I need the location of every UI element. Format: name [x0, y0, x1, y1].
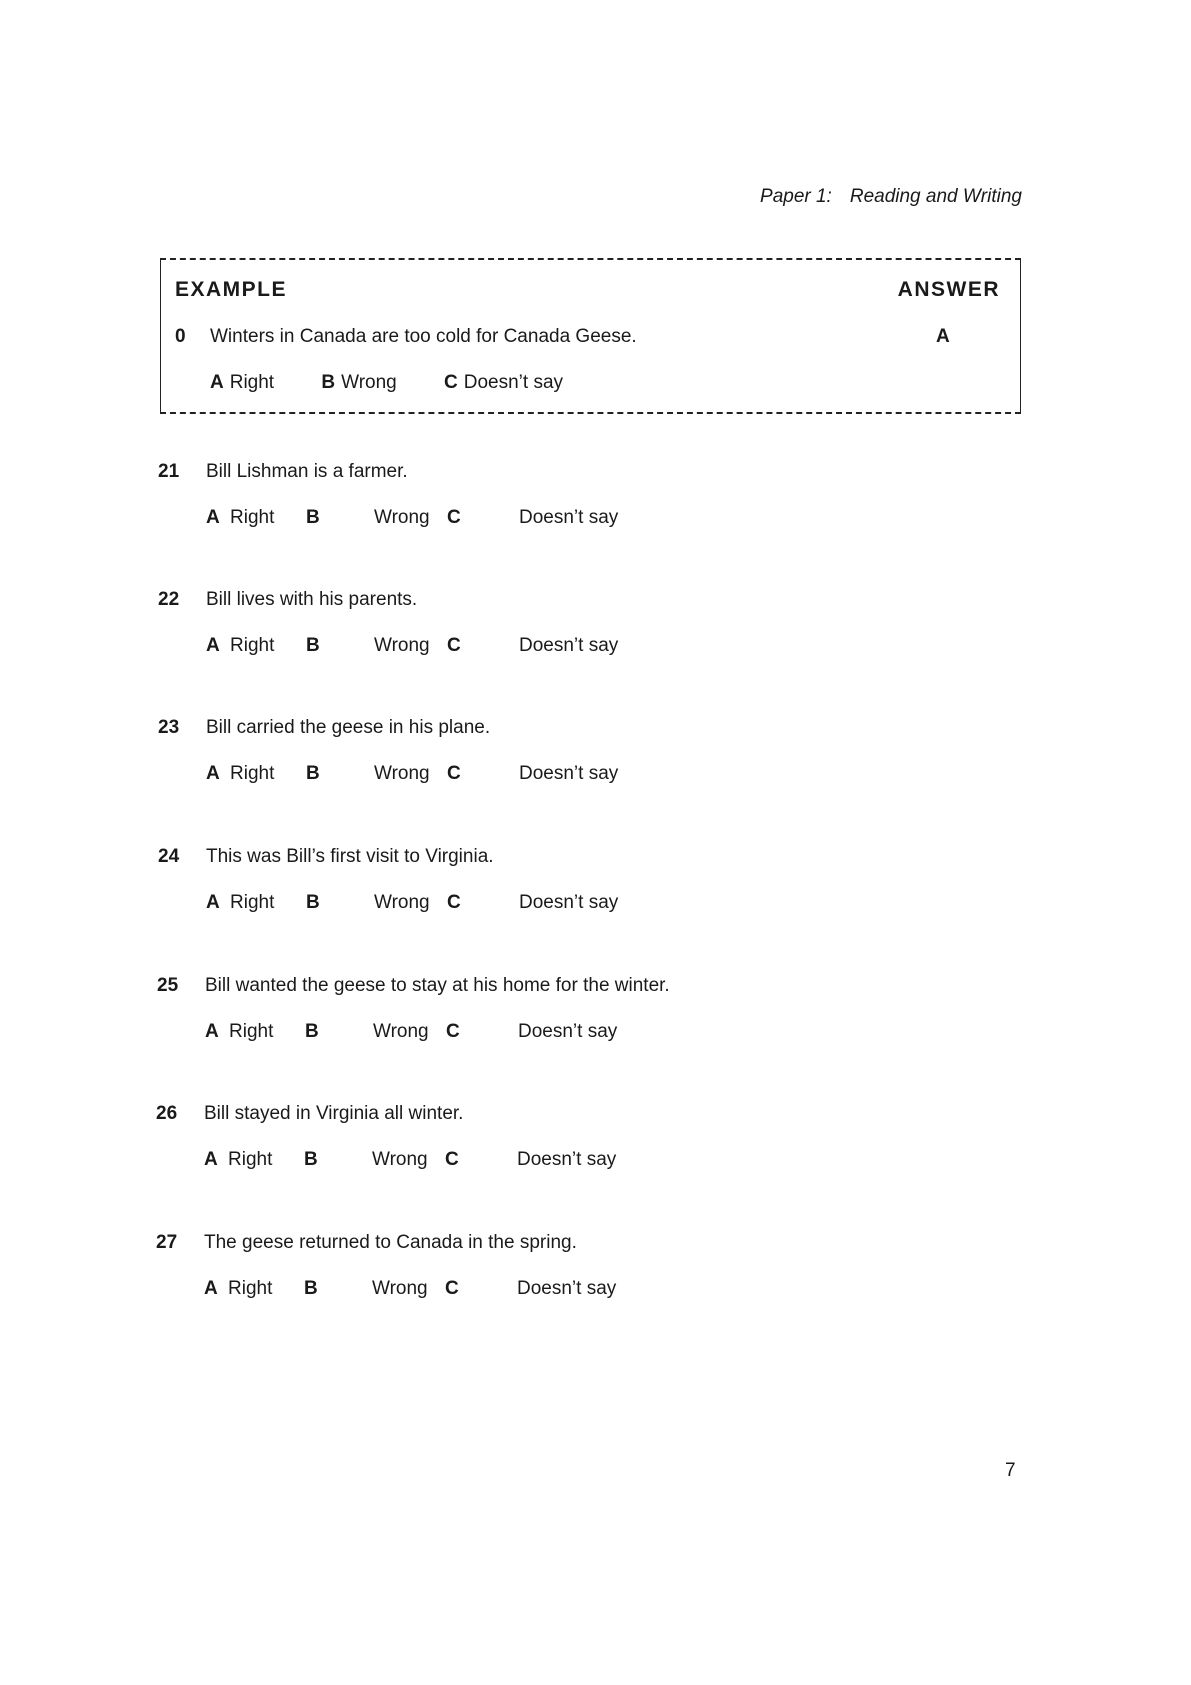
question-options [206, 763, 686, 787]
option-a-letter[interactable]: A [206, 635, 220, 656]
option-a-text[interactable]: Right [230, 507, 275, 528]
question-21 [158, 461, 858, 551]
option-b-letter[interactable]: B [305, 1021, 319, 1042]
option-b-text[interactable]: Wrong [374, 763, 430, 784]
option-b-text[interactable]: Wrong [372, 1278, 428, 1299]
option-b-letter[interactable]: B [304, 1278, 318, 1299]
question-27 [156, 1232, 856, 1322]
page-header [700, 186, 1022, 208]
example-heading: EXAMPLE [175, 278, 288, 301]
option-a-text[interactable]: Right [230, 763, 275, 784]
example-box-top-border [160, 258, 1021, 260]
question-number: 21 [158, 461, 180, 482]
option-c-letter[interactable]: C [447, 892, 461, 913]
question-number: 22 [158, 589, 180, 610]
option-b-text[interactable]: Wrong [372, 1149, 428, 1170]
question-statement: Bill stayed in Virginia all winter. [204, 1103, 464, 1124]
option-c-letter[interactable]: C [447, 507, 461, 528]
option-c-text[interactable]: Doesn’t say [517, 1278, 617, 1299]
question-statement: This was Bill’s first visit to Virginia. [206, 846, 494, 867]
option-b-letter[interactable]: B [306, 507, 320, 528]
example-options [210, 372, 605, 394]
option-c-text[interactable]: Doesn’t say [519, 635, 619, 656]
example-answer: A [936, 326, 950, 347]
option-c-letter[interactable]: C [446, 1021, 460, 1042]
page-number: 7 [1005, 1460, 1016, 1481]
option-a-text[interactable]: Right [228, 1149, 273, 1170]
question-number: 27 [156, 1232, 178, 1253]
question-options [206, 892, 686, 916]
question-24 [158, 846, 858, 936]
question-number: 23 [158, 717, 180, 738]
option-a-letter[interactable]: A [205, 1021, 219, 1042]
question-options [205, 1021, 685, 1045]
question-statement: Bill Lishman is a farmer. [206, 461, 408, 482]
example-option-c: C Doesn’t say [444, 372, 564, 393]
option-c-letter[interactable]: C [447, 635, 461, 656]
question-number: 25 [157, 975, 179, 996]
example-statement: Winters in Canada are too cold for Canada Geese. [210, 326, 637, 347]
option-c-letter[interactable]: C [445, 1278, 459, 1299]
question-statement: The geese returned to Canada in the spring. [204, 1232, 577, 1253]
option-a-letter[interactable]: A [204, 1149, 218, 1170]
question-statement: Bill carried the geese in his plane. [206, 717, 491, 738]
option-a-letter[interactable]: A [204, 1278, 218, 1299]
option-b-text[interactable]: Wrong [374, 892, 430, 913]
example-box [160, 258, 1021, 414]
option-b-letter[interactable]: B [306, 892, 320, 913]
option-b-letter[interactable]: B [306, 635, 320, 656]
option-c-letter[interactable]: C [445, 1149, 459, 1170]
option-c-letter[interactable]: C [447, 763, 461, 784]
example-option-b: B Wrong [321, 372, 397, 393]
option-c-text[interactable]: Doesn’t say [519, 507, 619, 528]
question-options [204, 1149, 684, 1173]
answer-heading: ANSWER [897, 278, 1000, 301]
option-a-text[interactable]: Right [230, 892, 275, 913]
option-b-text[interactable]: Wrong [374, 507, 430, 528]
option-b-letter[interactable]: B [304, 1149, 318, 1170]
option-b-text[interactable]: Wrong [373, 1021, 429, 1042]
option-b-text[interactable]: Wrong [374, 635, 430, 656]
paper-title: Reading and Writing [849, 186, 1022, 207]
option-a-text[interactable]: Right [229, 1021, 274, 1042]
example-option-a: A Right [210, 372, 275, 393]
option-a-letter[interactable]: A [206, 892, 220, 913]
question-26 [156, 1103, 856, 1193]
option-a-text[interactable]: Right [228, 1278, 273, 1299]
paper-label: Paper 1: [760, 186, 832, 207]
option-a-letter[interactable]: A [206, 763, 220, 784]
question-number: 24 [158, 846, 180, 867]
question-22 [158, 589, 858, 679]
question-options [204, 1278, 684, 1302]
option-a-text[interactable]: Right [230, 635, 275, 656]
question-statement: Bill lives with his parents. [206, 589, 418, 610]
question-options [206, 635, 686, 659]
question-options [206, 507, 686, 531]
option-c-text[interactable]: Doesn’t say [519, 763, 619, 784]
question-23 [158, 717, 858, 807]
option-c-text[interactable]: Doesn’t say [519, 892, 619, 913]
question-statement: Bill wanted the geese to stay at his home for the winter. [205, 975, 670, 996]
question-25 [157, 975, 857, 1065]
example-box-bottom-border [160, 412, 1021, 414]
option-b-letter[interactable]: B [306, 763, 320, 784]
option-c-text[interactable]: Doesn’t say [517, 1149, 617, 1170]
example-number: 0 [175, 326, 186, 347]
option-a-letter[interactable]: A [206, 507, 220, 528]
question-number: 26 [156, 1103, 178, 1124]
option-c-text[interactable]: Doesn’t say [518, 1021, 618, 1042]
